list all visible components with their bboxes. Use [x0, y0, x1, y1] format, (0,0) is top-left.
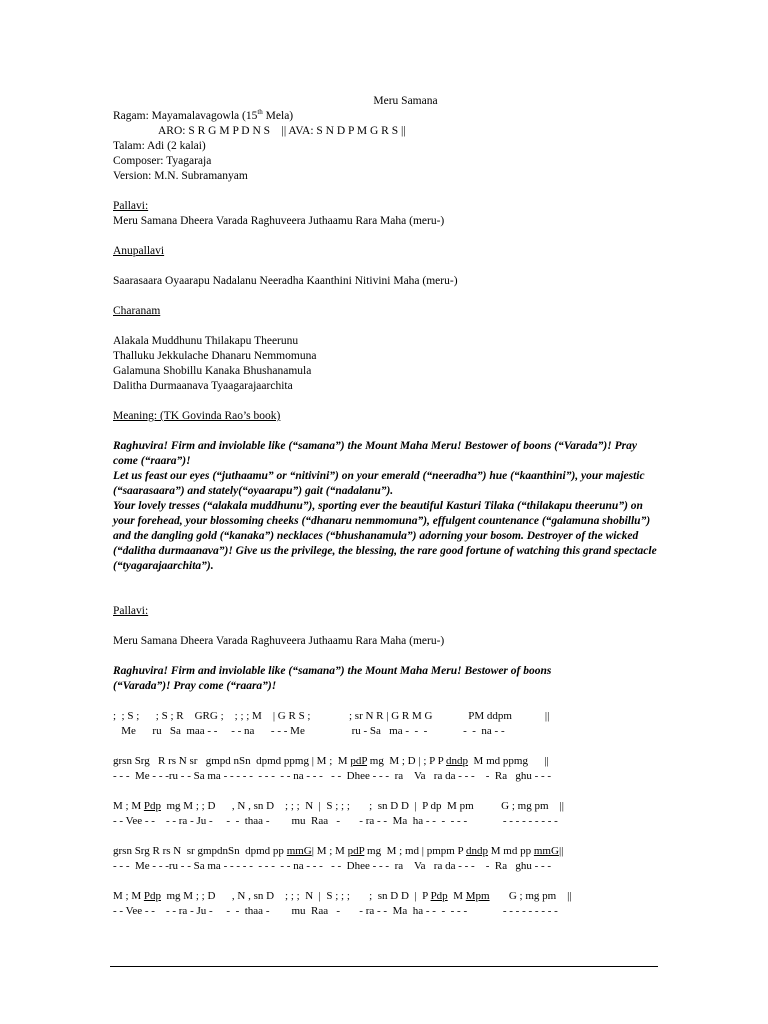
swara-underlined: mmG — [533, 845, 559, 857]
swara-underlined: Pdp — [430, 890, 448, 902]
sahitya-line: Me ru Sa maa - - - - na - - - Me ru - Sa ma - - - - - na - - — [113, 725, 505, 737]
meaning-paragraph: Let us feast our eyes (“juthaamu” or “nitivini”) on your emerald (“neeradha”) hue (“kaanthini”), your majestic (“saarasaara”) and stately(“oyaarapu”) gait (“nadalanu”). — [113, 470, 645, 497]
pallavi2-heading: Pallavi: — [113, 605, 149, 617]
charanam-line: Dalitha Durmaanava Tyaagarajaarchita — [113, 380, 293, 392]
swara-seg: grsn Srg R rs N sr gmpd nSn dpmd ppmg | M ; M — [113, 755, 351, 767]
footer-rule — [110, 966, 658, 967]
charanam-line: Thalluku Jekkulache Dhanaru Nemmomuna — [113, 350, 317, 362]
pallavi2-meaning-line: Raghuvira! Firm and inviolable like (“samana”) the Mount Maha Meru! Bestower of boons — [113, 665, 552, 677]
swara-seg: M ; M — [113, 800, 144, 812]
swara-seg: M md ppmg || — [468, 755, 549, 767]
swara-seg: M ; M — [113, 890, 144, 902]
song-title: Meru Samana — [373, 95, 438, 107]
swara-seg: G ; mg pm || — [489, 890, 572, 902]
pallavi-text: Meru Samana Dheera Varada Raghuveera Juthaamu Rara Maha (meru-) — [113, 215, 445, 227]
swara-line — [113, 889, 658, 904]
charanam-heading: Charanam — [113, 305, 161, 317]
swara-seg: mg M ; ; D , N , sn D ; ; ; N | S ; ; ; ; sn D D | P dp M pm G ; mg pm || — [161, 800, 564, 812]
sahitya-line: - - Vee - - - - ra - Ju - - - thaa - mu Raa - - ra - - Ma ha - - - - - - - - - - - - - - - — [113, 815, 558, 827]
sahitya-line: - - Vee - - - - ra - Ju - - - thaa - mu Raa - - ra - - Ma ha - - - - - - - - - - - - - - - — [113, 905, 558, 917]
ragam-suffix: Mela) — [262, 110, 294, 122]
swara-seg: M — [447, 890, 466, 902]
ragam-prefix: Ragam: Mayamalavagowla (15 — [113, 110, 258, 122]
swara-seg: grsn Srg R rs N sr gmpdnSn dpmd pp — [113, 845, 287, 857]
swara-underlined: pdP — [347, 845, 365, 857]
ragam-line — [113, 109, 658, 124]
composer-line: Composer: Tyagaraja — [113, 155, 212, 167]
sahitya-line: - - - Me - - -ru - - Sa ma - - - - - - - - - - na - - - - - Dhee - - - ra Va ra da - - - - Ra ghu - - - — [113, 770, 552, 782]
swara-underlined: pdP — [350, 755, 368, 767]
meaning-heading: Meaning: (TK Govinda Rao’s book) — [113, 410, 281, 422]
anupallavi-heading: Anupallavi — [113, 245, 165, 257]
charanam-line: Galamuna Shobillu Kanaka Bhushanamula — [113, 365, 312, 377]
swara-seg: mg M ; ; D , N , sn D ; ; ; N | S ; ; ; ; sn D D | P — [161, 890, 431, 902]
swara-seg: mg M ; md | pmpm P — [364, 845, 467, 857]
meaning-paragraph: Your lovely tresses (“alakala muddhunu”), sporting ever the beautiful Kasturi Tilaka (“thilakapu theerunu”) on your forehead, your blossoming cheeks (“dhanaru nemmomuna”), effulgent countenance (“galamuna shobillu”) and the dangling gold (“kanaka”) necklaces (“bhushanamula”) adorning your bosom. Destroyer of the wicked (“dalitha durmaanava”)! Give us the privilege, the blessing, the rare good fortune of watching this grand spectacle (“tyagarajaarchita”). — [113, 500, 657, 572]
swara-underlined: dndp — [466, 845, 489, 857]
pallavi-heading: Pallavi: — [113, 200, 149, 212]
pallavi2-text: Meru Samana Dheera Varada Raghuveera Juthaamu Rara Maha (meru-) — [113, 635, 445, 647]
document-page — [113, 94, 658, 919]
ragam-sup: th — [257, 108, 263, 117]
swara-underlined: Pdp — [143, 800, 161, 812]
swara-line — [113, 844, 658, 859]
sahitya-line: - - - Me - - -ru - - Sa ma - - - - - - - - - - na - - - - - Dhee - - - ra Va ra da - - - - Ra ghu - - - — [113, 860, 552, 872]
swara-line — [113, 754, 658, 769]
swara-underlined: Pdp — [143, 890, 161, 902]
swara-underlined: mmG — [286, 845, 312, 857]
version-line: Version: M.N. Subramanyam — [113, 170, 248, 182]
charanam-line: Alakala Muddhunu Thilakapu Theerunu — [113, 335, 299, 347]
swara-seg: | M ; M — [311, 845, 348, 857]
swara-seg: M md pp — [488, 845, 534, 857]
aro-ava-line: ARO: S R G M P D N S || AVA: S N D P M G R S || — [158, 125, 406, 137]
meaning-paragraph: Raghuvira! Firm and inviolable like (“samana”) the Mount Maha Meru! Bestower of boons (“Varada”)! Pray come (“raara”)! — [113, 440, 637, 467]
swara-line — [113, 799, 658, 814]
anupallavi-text: Saarasaara Oyaarapu Nadalanu Neeradha Kaanthini Nitivini Maha (meru-) — [113, 275, 458, 287]
swara-underlined: dndp — [446, 755, 469, 767]
talam-line: Talam: Adi (2 kalai) — [113, 140, 206, 152]
pallavi2-meaning-line: (“Varada”)! Pray come (“raara”)! — [113, 680, 277, 692]
swara-line: ; ; S ; ; S ; R GRG ; ; ; ; M | G R S ; ; sr N R | G R M G PM ddpm || — [113, 710, 550, 722]
swara-seg: || — [558, 845, 564, 857]
swara-underlined: Mpm — [465, 890, 490, 902]
swara-seg: mg M ; D | ; P P — [367, 755, 447, 767]
